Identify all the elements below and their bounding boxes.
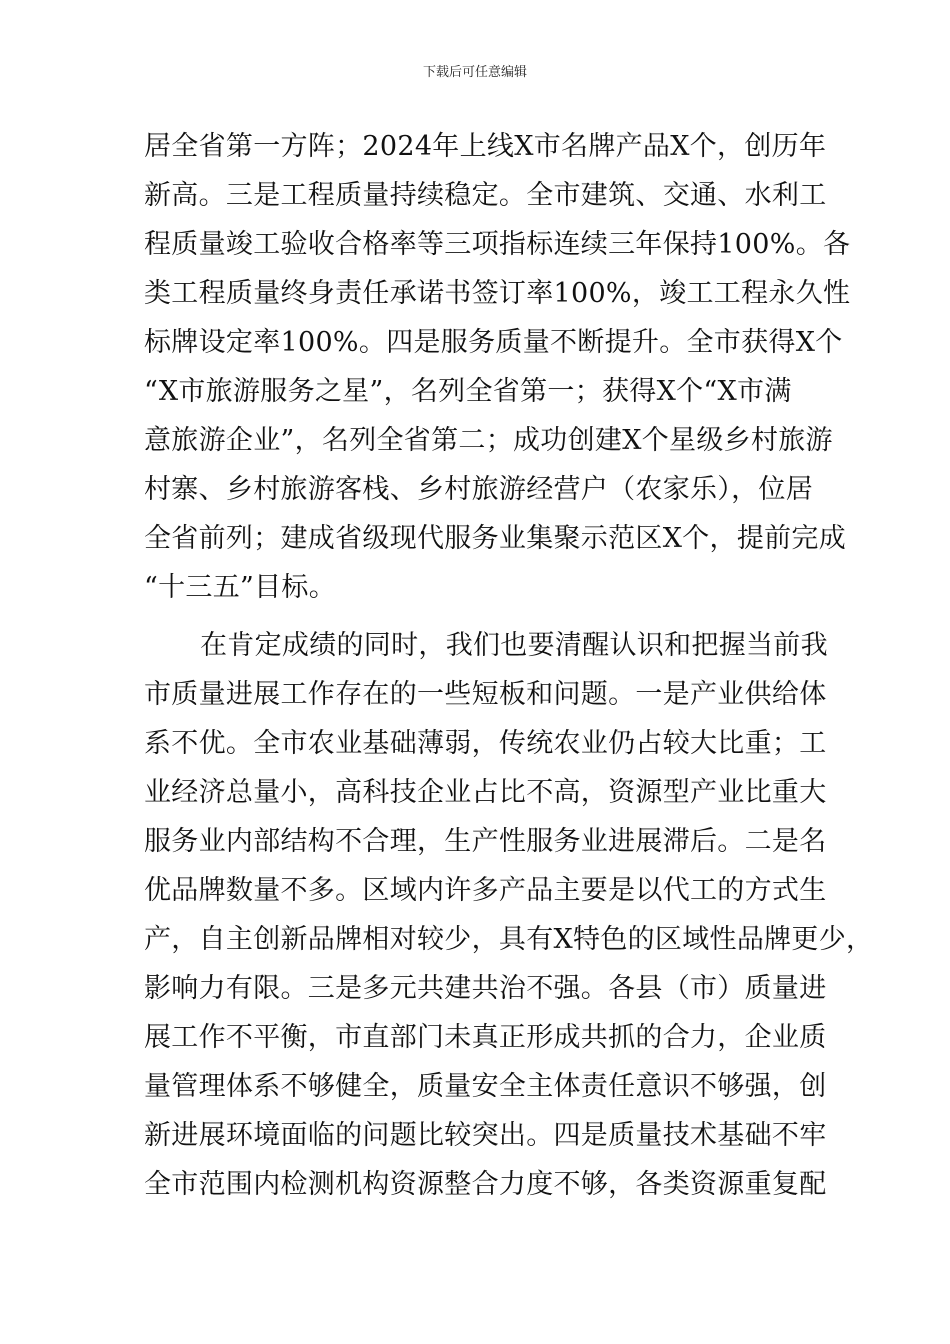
text-line: 市质量进展工作存在的一些短板和问题。一是产业供给体 [144,679,827,710]
text-line: “十三五”目标。 [144,572,337,603]
text-line: “X市旅游服务之星”，名列全省第一；获得X个“X市满 [144,376,792,407]
text-line: 类工程质量终身责任承诺书签订率100%，竣工工程永久性 [144,278,851,309]
text-line: 新进展环境面临的问题比较突出。四是质量技术基础不牢 [144,1120,827,1151]
paragraph-2 [144,621,874,1209]
text-line: 影响力有限。三是多元共建共治不强。各县（市）质量进 [144,973,827,1004]
text-line: 全省前列；建成省级现代服务业集聚示范区X个，提前完成 [144,523,847,554]
text-line: 新高。三是工程质量持续稳定。全市建筑、交通、水利工 [144,180,827,211]
paragraph-spacer [144,612,809,621]
text-line: 在肯定成绩的同时，我们也要清醒认识和把握当前我 [200,630,828,661]
text-line: 意旅游企业”，名列全省第二；成功创建X个星级乡村旅游 [144,425,833,456]
text-line: 全市范围内检测机构资源整合力度不够，各类资源重复配 [144,1169,827,1200]
document-body [144,122,874,1209]
text-line: 程质量竣工验收合格率等三项指标连续三年保持100%。各 [144,229,851,260]
text-line: 居全省第一方阵；2024年上线X市名牌产品X个，创历年 [144,131,827,162]
text-line: 服务业内部结构不合理，生产性服务业进展滞后。二是名 [144,826,827,857]
text-line: 产，自主创新品牌相对较少，具有X特色的区域性品牌更少， [144,924,874,955]
paragraph-1 [144,122,851,612]
text-line: 系不优。全市农业基础薄弱，传统农业仍占较大比重；工 [144,728,827,759]
text-line: 村寨、乡村旅游客栈、乡村旅游经营户（农家乐），位居 [144,474,813,505]
text-line: 业经济总量小，高科技企业占比不高，资源型产业比重大 [144,777,827,808]
text-line: 量管理体系不够健全，质量安全主体责任意识不够强，创 [144,1071,827,1102]
text-line: 优品牌数量不多。区域内许多产品主要是以代工的方式生 [144,875,827,906]
text-line: 标牌设定率100%。四是服务质量不断提升。全市获得X个 [144,327,843,358]
page-header: 下载后可任意编辑 [422,65,527,80]
text-line: 展工作不平衡，市直部门未真正形成共抓的合力，企业质 [144,1022,827,1053]
